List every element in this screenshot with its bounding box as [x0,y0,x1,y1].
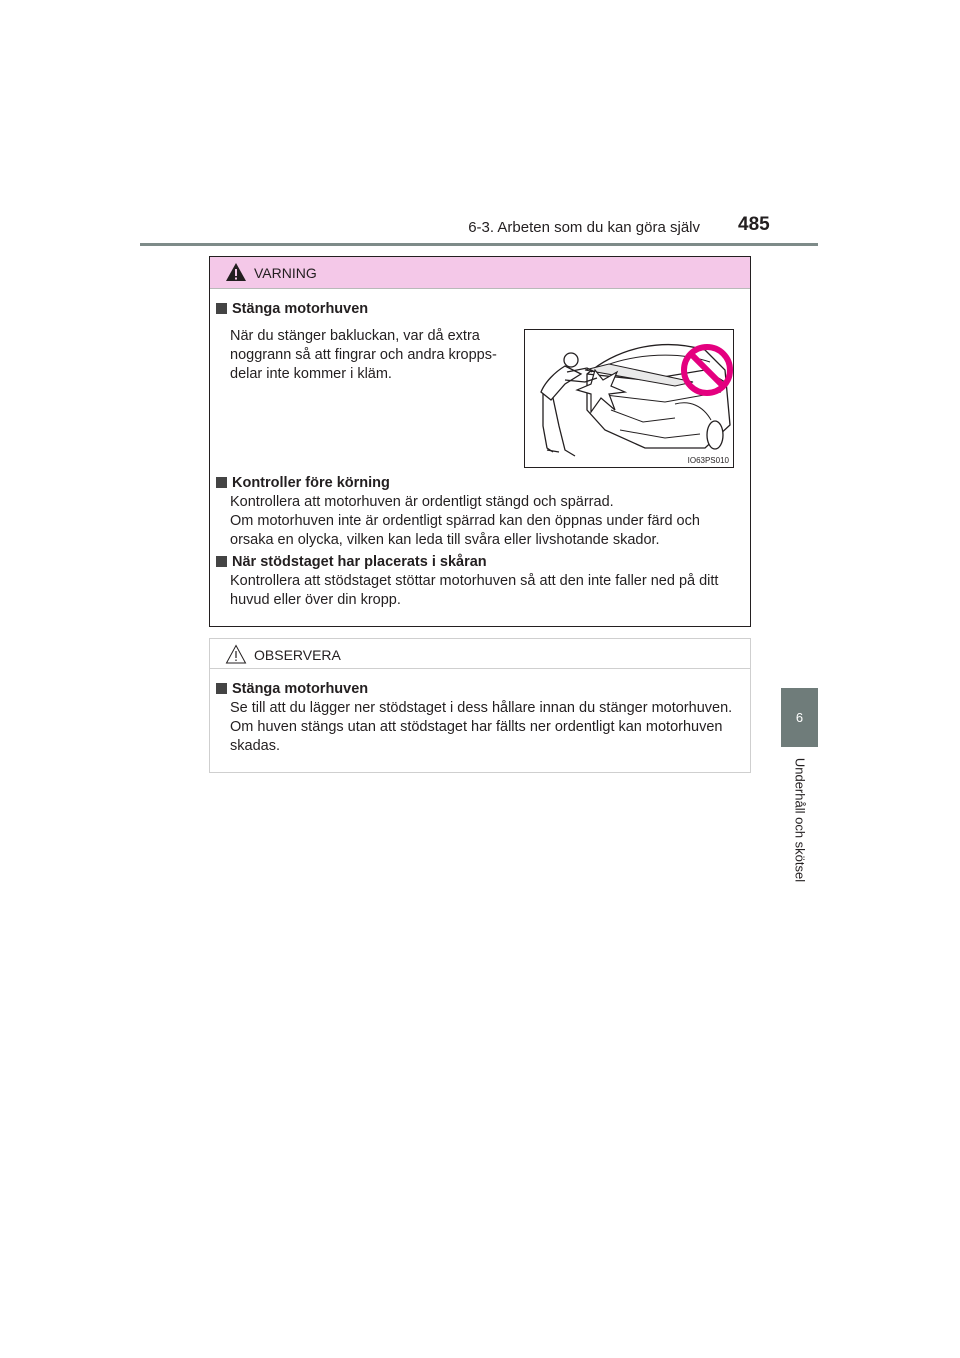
page-number: 485 [738,214,770,235]
bullet-square-icon [216,683,227,694]
warning-item-heading: När stödstaget har placerats i skåran [216,554,487,570]
caution-triangle-icon [225,644,247,664]
bullet-square-icon [216,303,227,314]
bullet-square-icon [216,477,227,488]
chapter-tab: 6 [781,688,818,747]
illustration-code: IO63PS010 [687,456,729,465]
chapter-label: Underhåll och skötsel [792,757,808,883]
warning-item-text: När du stänger bakluckan, var då extra noggrann så att fingrar och andra kropps- delar inte kommer i kläm. [230,328,497,382]
notice-label: OBSERVERA [254,647,341,663]
notice-header [210,639,750,669]
warning-triangle-icon [225,262,247,282]
warning-item-text: Kontrollera att stödstaget stöttar motorhuven så att den inte faller ned på ditt huvud eller över din kropp. [230,573,719,608]
header-divider [140,243,818,246]
warning-item-heading: Stänga motorhuven [216,301,368,317]
hood-closing-illustration [524,329,734,468]
warning-item-heading: Kontroller före körning [216,475,390,491]
notice-item-text: Se till att du lägger ner stödstaget i dess hållare innan du stänger motorhuven. Om huven stängs utan att stödstaget har fällts ner ordentligt kan motorhuven skadas. [230,700,733,754]
bullet-square-icon [216,556,227,567]
warning-label: VARNING [254,265,317,281]
section-title: 6-3. Arbeten som du kan göra själv [468,219,700,236]
warning-item-text: Kontrollera att motorhuven är ordentligt stängd och spärrad. Om motorhuven inte är ordentligt spärrad kan den öppnas under färd och orsaka en olycka, vilken kan leda till svåra eller livshotande skador. [230,494,700,548]
notice-item-heading: Stänga motorhuven [216,681,368,697]
warning-header [210,257,750,289]
